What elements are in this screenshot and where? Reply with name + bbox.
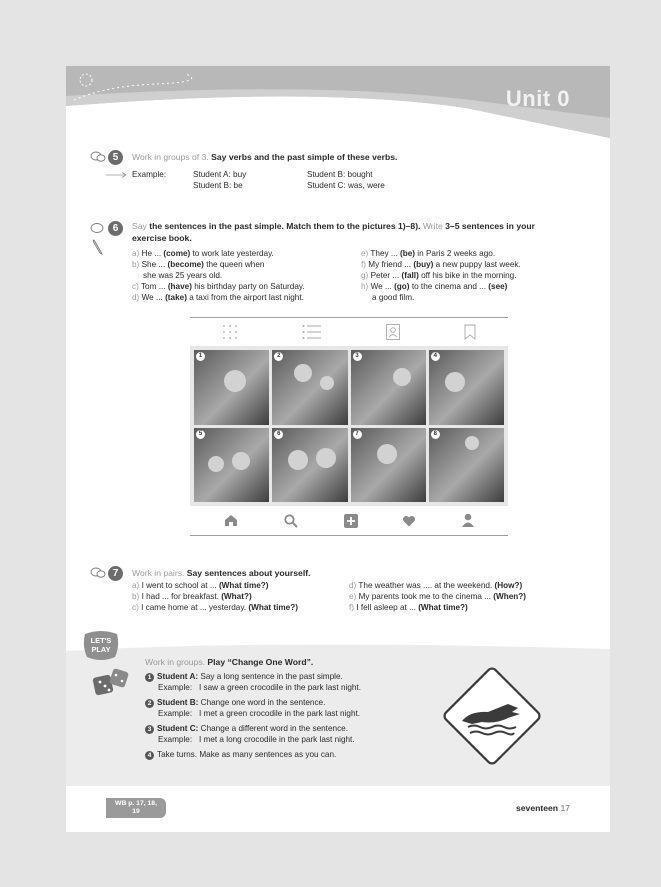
picture-7: 7 (351, 428, 426, 503)
step-1-example: Example: I saw a green crocodile in the park last night. (158, 683, 361, 692)
exercise-6-instruction (132, 220, 572, 244)
sentence-b-cont: she was 25 years old. (143, 271, 223, 280)
workbook-reference: WB p. 17, 18, 19 (106, 798, 166, 818)
ex5-column-b (307, 169, 385, 191)
ex6-write: Write (422, 221, 443, 231)
prompt-e: e) My parents took me to the cinema ... (When?) (349, 592, 527, 601)
picture-2: 2 (272, 350, 347, 425)
dice-icon (92, 666, 132, 700)
ex7-right-prompts (349, 580, 526, 613)
speech-bubble-icon (90, 222, 106, 234)
unit-header (66, 66, 610, 138)
ex5-example-label: Example: (132, 170, 167, 179)
lets-play-label: LET'S PLAY (90, 636, 112, 654)
pencil-icon (92, 239, 104, 255)
step-2-example: Example: I met a green crocodile in the park last night. (158, 709, 361, 718)
social-frame-bottom-line (190, 535, 508, 536)
page-number: seventeen 17 (516, 803, 570, 813)
picture-6: 6 (272, 428, 347, 503)
sentence-h: h) We ... (go) to the cinema and ... (see) (361, 282, 508, 291)
grid-dots-icon (222, 324, 238, 340)
exercise-7-number: 7 (108, 566, 123, 581)
workbook-page (66, 66, 610, 832)
ex5-a1: Student A: buy (193, 170, 247, 179)
ex5-b2: Student C: was, were (307, 181, 385, 190)
ex6-instr3: exercise book. (132, 233, 192, 243)
prompt-a: a) I went to school at ... (What time?) (132, 581, 269, 590)
picture-1: 1 (194, 350, 269, 425)
list-icon (302, 324, 322, 340)
unit-title: Unit 0 (505, 86, 570, 111)
picture-4: 4 (429, 350, 504, 425)
ex6-instr2: 3–5 sentences in your (445, 221, 535, 231)
add-post-icon (344, 514, 358, 528)
ex7-instr-grey: Work in pairs. (132, 568, 185, 578)
lets-play-instruction (145, 656, 313, 668)
ex5-instr-bold: Say verbs and the past simple of these verbs. (211, 152, 398, 162)
sentence-f: f) My friend ... (buy) a new puppy last week. (361, 260, 521, 269)
ex6-left-sentences (132, 248, 305, 303)
exercise-7-instruction (132, 567, 310, 579)
heart-icon (402, 515, 416, 527)
picture-3: 3 (351, 350, 426, 425)
ex5-a2: Student B: be (193, 181, 243, 190)
bookmark-icon (464, 324, 476, 340)
step-1: 1 Student A: Say a long sentence in the past simple. (145, 671, 361, 682)
speech-bubbles-icon (90, 151, 106, 163)
ex5-b1: Student B: bought (307, 170, 373, 179)
ex6-say: Say (132, 221, 147, 231)
ex5-column-a (193, 169, 246, 191)
step-3: 3 Student C: Change a different word in the sentence. (145, 723, 361, 734)
ex5-instr-grey: Work in groups of 3. (132, 152, 209, 162)
ex6-instr1: the sentences in the past simple. Match them to the pictures 1)–8). (149, 221, 421, 231)
exercise-6-number: 6 (108, 221, 123, 236)
prompt-d: d) The weather was .... at the weekend. (How?) (349, 581, 523, 590)
prompt-c: c) I came home at ... yesterday. (What time?) (132, 603, 298, 612)
exercise-5-number: 5 (108, 150, 123, 165)
ex7-instr-bold: Say sentences about yourself. (186, 568, 311, 578)
sentence-a: a) He ... (come) to work late yesterday. (132, 249, 274, 258)
sentence-g: g) Peter ... (fall) off his bike in the morning. (361, 271, 517, 280)
home-icon (224, 514, 238, 527)
step-3-example: Example: I met a long crocodile in the park last night. (158, 735, 355, 744)
speech-bubbles-icon (90, 567, 106, 579)
contact-card-icon (386, 324, 400, 340)
step-4: 4 Take turns. Make as many sentences as you can. (145, 749, 361, 760)
sentence-h-cont: a good film. (372, 293, 415, 302)
lets-play-steps (145, 671, 361, 760)
lp-instr-grey: Work in groups. (145, 657, 206, 667)
exercise-5-instruction (132, 151, 397, 163)
picture-grid (190, 346, 508, 506)
step-2: 2 Student B: Change one word in the sentence. (145, 697, 361, 708)
arrow-icon (106, 172, 128, 178)
ex7-left-prompts (132, 580, 298, 613)
sentence-b: b) She ... (become) the queen when (132, 260, 265, 269)
sentence-e: e) They ... (be) in Paris 2 weeks ago. (361, 249, 496, 258)
lp-instr-bold: Play “Change One Word”. (207, 657, 314, 667)
picture-5: 5 (194, 428, 269, 503)
search-icon (284, 514, 298, 528)
crocodile-warning-sign (440, 664, 544, 768)
sentence-c: c) Tom ... (have) his birthday party on Saturday. (132, 282, 305, 291)
prompt-b: b) I had ... for breakfast. (What?) (132, 592, 252, 601)
prompt-f: f) I fell asleep at ... (What time?) (349, 603, 468, 612)
profile-icon (462, 513, 474, 527)
social-frame-top-line (190, 317, 508, 318)
picture-8: 8 (429, 428, 504, 503)
ex6-right-sentences (361, 248, 521, 303)
sentence-d: d) We ... (take) a taxi from the airport last night. (132, 293, 304, 302)
